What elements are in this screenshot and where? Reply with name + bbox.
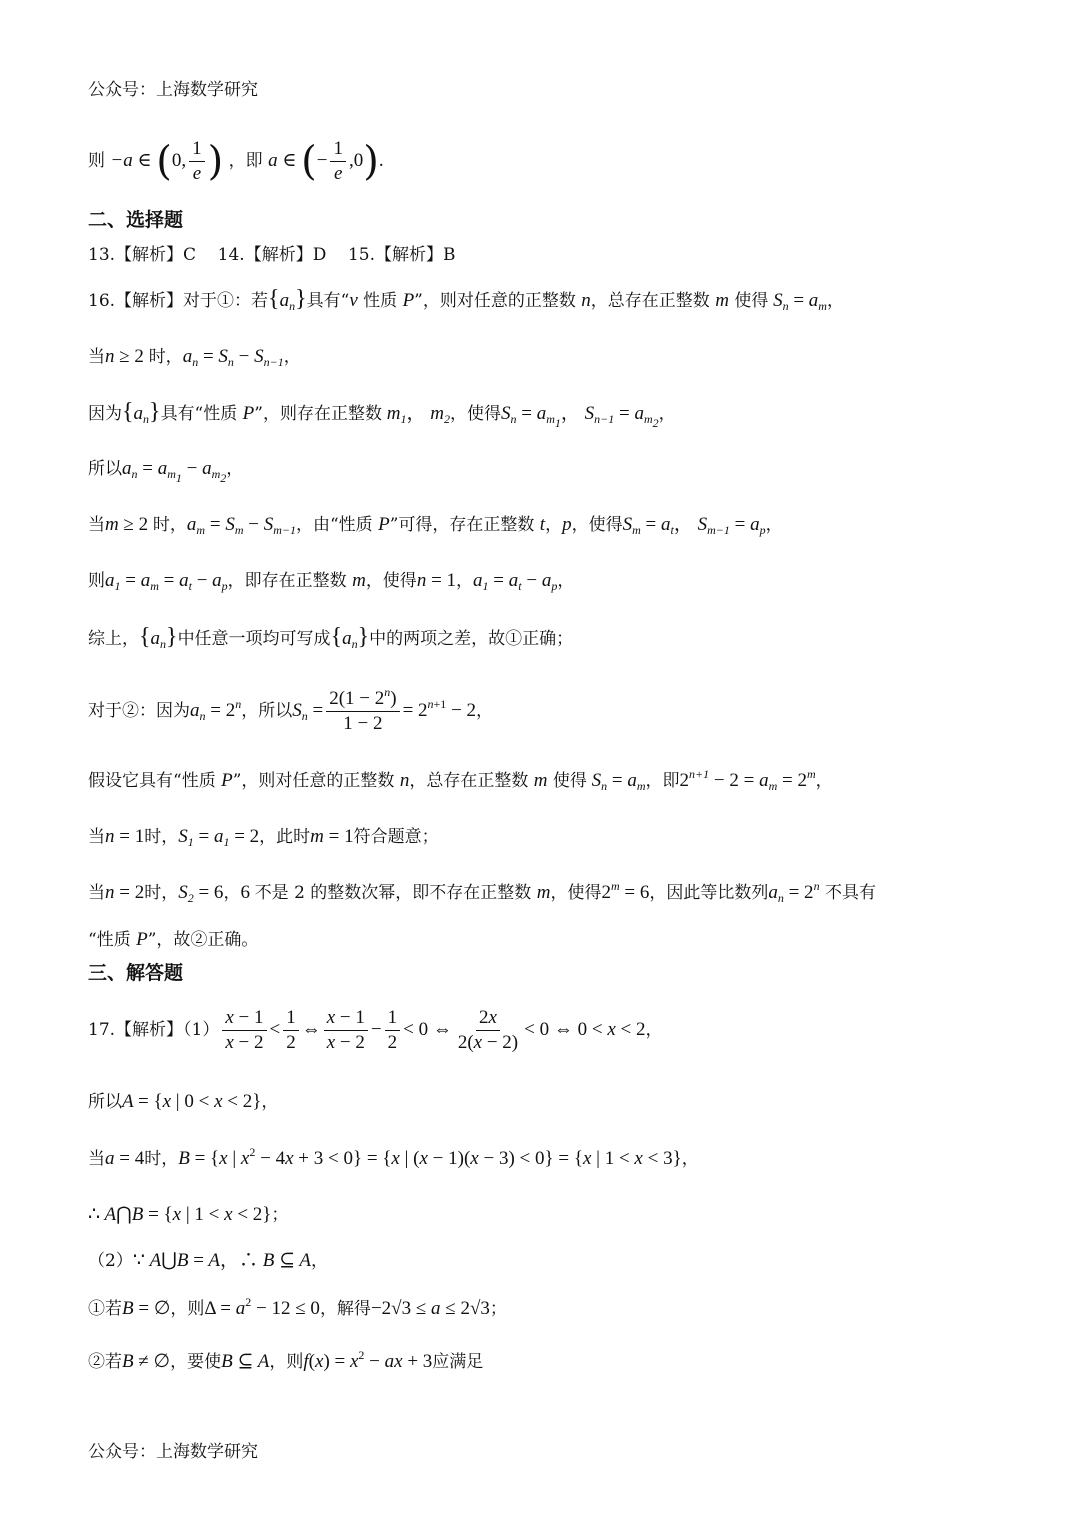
right-paren: ) bbox=[207, 138, 224, 185]
q17-line-2 bbox=[88, 1090, 278, 1114]
fraction-sum: $\frac{2(1 - 2^n)}{1 - 2}$ bbox=[326, 687, 399, 736]
interval-line bbox=[88, 135, 384, 188]
math-iff: ⇔ bbox=[301, 1019, 321, 1040]
text-suoyi: ，所以 bbox=[241, 701, 293, 721]
q16-has: 具有“ bbox=[306, 291, 350, 311]
math-an-2n: $a_n = 2^n$ bbox=[768, 879, 820, 905]
math-lt0-iff: < 0 ⇔ bbox=[403, 1019, 452, 1040]
answer-13: 13.【解析】C bbox=[88, 245, 197, 265]
math-2m-eq-6: 2$^m$ = 6 bbox=[601, 879, 650, 903]
math-Sn-am1: $S_n = a_{m_1}$， $S_{n-1} = a_{m_2}$ bbox=[500, 403, 659, 430]
math-lt: < bbox=[269, 1019, 281, 1040]
q16-line-3 bbox=[88, 399, 676, 430]
math-Sn-eq-am: $S_n = a_m$ bbox=[768, 290, 827, 313]
text-yingmanzu: 应满足 bbox=[432, 1352, 484, 1372]
fraction-half-b: $\frac{1}{2}$ bbox=[385, 1006, 401, 1055]
math-am-def: $a_m = S_m - S_{m-1}$ bbox=[186, 514, 296, 537]
comma: ， bbox=[476, 701, 494, 721]
fraction-one-over-e-2: $\frac{1}{e}$ bbox=[330, 137, 346, 186]
math-m-eq-1: m = 1 bbox=[310, 826, 354, 847]
q17-line-4 bbox=[88, 1203, 288, 1227]
math-an-2n: $a_n = 2^n$ bbox=[190, 697, 242, 723]
q16-line-10 bbox=[88, 825, 439, 849]
text-yinci: ，因此等比数列 bbox=[649, 883, 769, 903]
text-any: ”，则对任意的正整数 bbox=[232, 771, 400, 791]
math-n-ge-2: n ≥ 2 bbox=[105, 346, 144, 367]
math-m: m bbox=[533, 770, 548, 791]
q17-line-1 bbox=[88, 1002, 662, 1058]
math-m: m bbox=[715, 290, 729, 311]
text-fuhe: 符合题意； bbox=[353, 827, 439, 847]
q16-line-8 bbox=[88, 683, 493, 739]
answer-15: 15.【解析】B bbox=[347, 245, 456, 265]
math-n-eq-2: n = 2 bbox=[105, 882, 145, 903]
text-shi: 时， bbox=[144, 883, 179, 903]
math-minus: − bbox=[370, 1019, 382, 1040]
text-kede: ”可得，存在正整数 bbox=[389, 515, 540, 535]
text-shi: 时， bbox=[144, 1149, 179, 1169]
q16-line-1 bbox=[88, 287, 844, 313]
math-discriminant: $\Delta = a^2 - 12 \le 0$ bbox=[204, 1295, 320, 1319]
comma: ， bbox=[658, 404, 676, 424]
text-dang: 当 bbox=[88, 827, 105, 847]
text-shide: ，使得 bbox=[365, 571, 417, 591]
section-heading-solve: 三、解答题 bbox=[88, 962, 184, 984]
math-a1-am: $a_1 = a_m = a_t - a_p$ bbox=[105, 570, 228, 593]
math-p: p bbox=[562, 514, 572, 535]
math-P: P bbox=[242, 403, 255, 424]
fraction-2x: $\frac{2x}{2(x - 2)}$ bbox=[457, 1007, 519, 1053]
math-six: 6 bbox=[240, 882, 255, 903]
text-cishi: ，此时 bbox=[259, 827, 311, 847]
q16-intro: 16.【解析】对于①：若 bbox=[88, 291, 269, 311]
text-exists: ，总存在正整数 bbox=[409, 771, 534, 791]
math-seq-an: $\{a_n\}$ bbox=[139, 624, 178, 651]
text-duiyu2: 对于②：因为 bbox=[88, 701, 190, 721]
math-seq-an: $\{a_n\}$ bbox=[330, 624, 370, 651]
math-S1: $S_1 = a_1 = 2$ bbox=[178, 826, 260, 849]
left-paren-2: ( bbox=[301, 138, 317, 185]
q16-property: 性质 bbox=[357, 291, 403, 311]
math-set-A: A = {x | 0 < x < 2} bbox=[122, 1091, 262, 1112]
text-conclusion-2: ”，故②正确。 bbox=[147, 930, 259, 950]
math-a-eq-4: a = 4 bbox=[105, 1148, 145, 1169]
text-has-property: 具有“性质 bbox=[160, 404, 243, 424]
text-q17: 17.【解析】（1） bbox=[88, 1020, 220, 1040]
fraction-x1-x2: $\frac{x - 1}{x - 2}$ bbox=[222, 1006, 266, 1055]
choice-answers bbox=[88, 243, 456, 267]
math-P: P bbox=[402, 290, 415, 311]
math-a1-diff: $a_1 = a_t - a_p$ bbox=[473, 570, 558, 593]
left-paren: ( bbox=[156, 138, 172, 185]
math-m: m bbox=[536, 882, 551, 903]
comma: ， bbox=[311, 1251, 329, 1271]
right-paren-2: ) bbox=[363, 138, 379, 185]
comma: ， bbox=[261, 1092, 279, 1112]
q16-line-5 bbox=[88, 513, 783, 537]
q16-line-9 bbox=[88, 769, 833, 793]
text-any-term: 中任意一项均可写成 bbox=[177, 629, 331, 649]
math-therefore: ∴ bbox=[88, 1204, 101, 1225]
comma: ， bbox=[826, 291, 844, 311]
math-an-def: $a_n = S_n - S_{n-1}$ bbox=[182, 346, 284, 369]
q16-such: 使得 bbox=[728, 291, 769, 311]
text-jiji: ，即 bbox=[228, 151, 263, 171]
math-fx: $f(x) = x^2$ − ax + 3 bbox=[303, 1348, 433, 1372]
math-P: P bbox=[136, 929, 148, 950]
math-n: n bbox=[399, 770, 410, 791]
text-dang: 当 bbox=[88, 1149, 105, 1169]
q16-exists: ，总存在正整数 bbox=[590, 291, 716, 311]
text-ze: ，则 bbox=[170, 1299, 205, 1319]
text-not-power: 不是 2 的整数次幂，即不存在正整数 bbox=[254, 883, 537, 903]
comma: ， bbox=[545, 515, 563, 535]
math-B-subset-A: B ⊆ A bbox=[221, 1351, 270, 1372]
comma: ， bbox=[283, 347, 301, 367]
text-ji-cunzai: ，即存在正整数 bbox=[227, 571, 353, 591]
math-minus: − bbox=[316, 150, 328, 171]
comma: ， bbox=[223, 883, 241, 903]
q16-line-11 bbox=[88, 881, 876, 905]
math-n-eq-1: n = 1 bbox=[416, 570, 457, 591]
math-t: t bbox=[539, 514, 546, 535]
fraction-one-over-e: $\frac{1}{e}$ bbox=[189, 137, 205, 186]
math-n-eq-1: n = 1 bbox=[105, 826, 145, 847]
math-m: m bbox=[352, 570, 366, 591]
text-part2: （2） bbox=[88, 1251, 133, 1271]
semicolon: ； bbox=[489, 1299, 507, 1319]
comma: ， bbox=[557, 571, 575, 591]
q17-line-5 bbox=[88, 1249, 328, 1273]
math-a-in: a ∈ bbox=[268, 150, 302, 171]
math-B-nonempty: B ≠ ∅ bbox=[122, 1351, 171, 1372]
semicolon: ； bbox=[271, 1205, 289, 1225]
q16-line-4 bbox=[88, 457, 244, 485]
fraction-half: $\frac{1}{2}$ bbox=[283, 1006, 299, 1055]
text-dang: 当 bbox=[88, 883, 105, 903]
math-m1-m2: $m_1$， $m_2$ bbox=[381, 403, 450, 426]
text-shi: 时， bbox=[144, 827, 179, 847]
comma: ， bbox=[681, 1149, 699, 1169]
fraction-x1-x2-b: $\frac{x - 1}{x - 2}$ bbox=[324, 1006, 368, 1055]
text-dang: 当 bbox=[88, 515, 105, 535]
q16-any: ”，则对任意的正整数 bbox=[414, 291, 582, 311]
math-range-a: −2√3 ≤ a ≤ 2√3 bbox=[370, 1298, 490, 1319]
text-such: 使得 bbox=[547, 771, 587, 791]
text-shide: ，使得 bbox=[449, 404, 501, 424]
math-P: P bbox=[378, 514, 390, 535]
math-an-diff: $a_n = a_{m_1} - a_{m_2}$ bbox=[122, 458, 227, 485]
comma: ， bbox=[815, 771, 833, 791]
text-ze: ，则 bbox=[269, 1352, 304, 1372]
text-property-open: “性质 bbox=[88, 930, 137, 950]
math-seq-an: $\{a_n\}$ bbox=[122, 399, 161, 426]
text-suoyi: 所以 bbox=[88, 459, 122, 479]
math-neg-a-in: −a ∈ bbox=[110, 150, 157, 171]
math-result-17: < 0 ⇔ 0 < x < 2 bbox=[524, 1019, 646, 1040]
q16-line-12 bbox=[88, 928, 258, 952]
math-zero: 0, bbox=[171, 150, 187, 171]
text-conclusion-1: 中的两项之差，故①正确； bbox=[369, 629, 574, 649]
text-jiede: ，解得 bbox=[319, 1299, 371, 1319]
math-power-eq: $2^{n+1} - 2 = a_m = 2^m$ bbox=[679, 767, 816, 793]
text-ji: ，即 bbox=[645, 771, 680, 791]
text-zongshang: 综上， bbox=[88, 629, 139, 649]
q17-line-3 bbox=[88, 1147, 699, 1171]
text-ze: 则 bbox=[88, 571, 105, 591]
math-v: v bbox=[349, 290, 358, 311]
text-yaoshi: ，要使 bbox=[170, 1352, 222, 1372]
text-shide: ，使得 bbox=[550, 883, 602, 903]
text-yinwei: 因为 bbox=[88, 404, 122, 424]
q16-line-7 bbox=[88, 625, 573, 651]
text-dang: 当 bbox=[88, 347, 105, 367]
math-sum-result: = $2^{n+1} - 2$ bbox=[402, 697, 477, 721]
text-suoyi: 所以 bbox=[88, 1092, 122, 1112]
comma: ， bbox=[645, 1020, 663, 1040]
math-union: ∵ A⋃B = A，∴ B ⊆ A bbox=[132, 1250, 312, 1271]
comma: ， bbox=[226, 459, 244, 479]
text-exists: ”，则存在正整数 bbox=[254, 404, 382, 424]
text-shi: 时， bbox=[152, 515, 187, 535]
text-shi: 时， bbox=[148, 347, 183, 367]
math-n: n bbox=[581, 290, 591, 311]
math-P: P bbox=[221, 770, 233, 791]
math-set-B: B = {x | $x^2 - 4x + 3 < 0\} = \{x$ | (x − 1)(x − 3) < 0} = {x | 1 < x < 3} bbox=[178, 1145, 682, 1169]
comma: ， bbox=[765, 515, 783, 535]
comma: ， bbox=[456, 571, 474, 591]
section-heading-choice: 二、选择题 bbox=[88, 209, 184, 231]
math-period: . bbox=[378, 150, 384, 171]
q17-line-6 bbox=[88, 1297, 507, 1321]
math-S2: $S_2 = 6$ bbox=[178, 882, 224, 905]
text-bujuyou: 不具有 bbox=[824, 883, 876, 903]
q16-line-2 bbox=[88, 345, 301, 369]
math-comma-zero: ,0 bbox=[348, 150, 364, 171]
page-footer: 公众号：上海数学研究 bbox=[88, 1442, 258, 1462]
math-m-ge-2: m ≥ 2 bbox=[105, 514, 149, 535]
text-ze: 则 bbox=[88, 151, 105, 171]
q17-line-7 bbox=[88, 1350, 483, 1374]
text-jiashe: 假设它具有“性质 bbox=[88, 771, 222, 791]
math-intersection: A⋂B = {x | 1 < x < 2} bbox=[100, 1204, 272, 1225]
math-seq-an: $\{a_n\}$ bbox=[268, 286, 307, 313]
text-shide: ，使得 bbox=[571, 515, 623, 535]
math-B-empty: B = ∅ bbox=[122, 1298, 171, 1319]
q16-line-6 bbox=[88, 569, 574, 593]
math-Sm-at: $S_m = a_t$， $S_{m-1} = a_p$ bbox=[622, 514, 766, 537]
math-Sn-am: $S_n = a_m$ bbox=[586, 770, 646, 793]
math-Sn: $S_n$ = bbox=[292, 700, 324, 723]
text-case1: ①若 bbox=[88, 1299, 122, 1319]
text-case2: ②若 bbox=[88, 1352, 122, 1372]
page-header: 公众号：上海数学研究 bbox=[88, 80, 258, 100]
text-by-property: ，由“性质 bbox=[295, 515, 379, 535]
answer-14: 14.【解析】D bbox=[217, 245, 327, 265]
